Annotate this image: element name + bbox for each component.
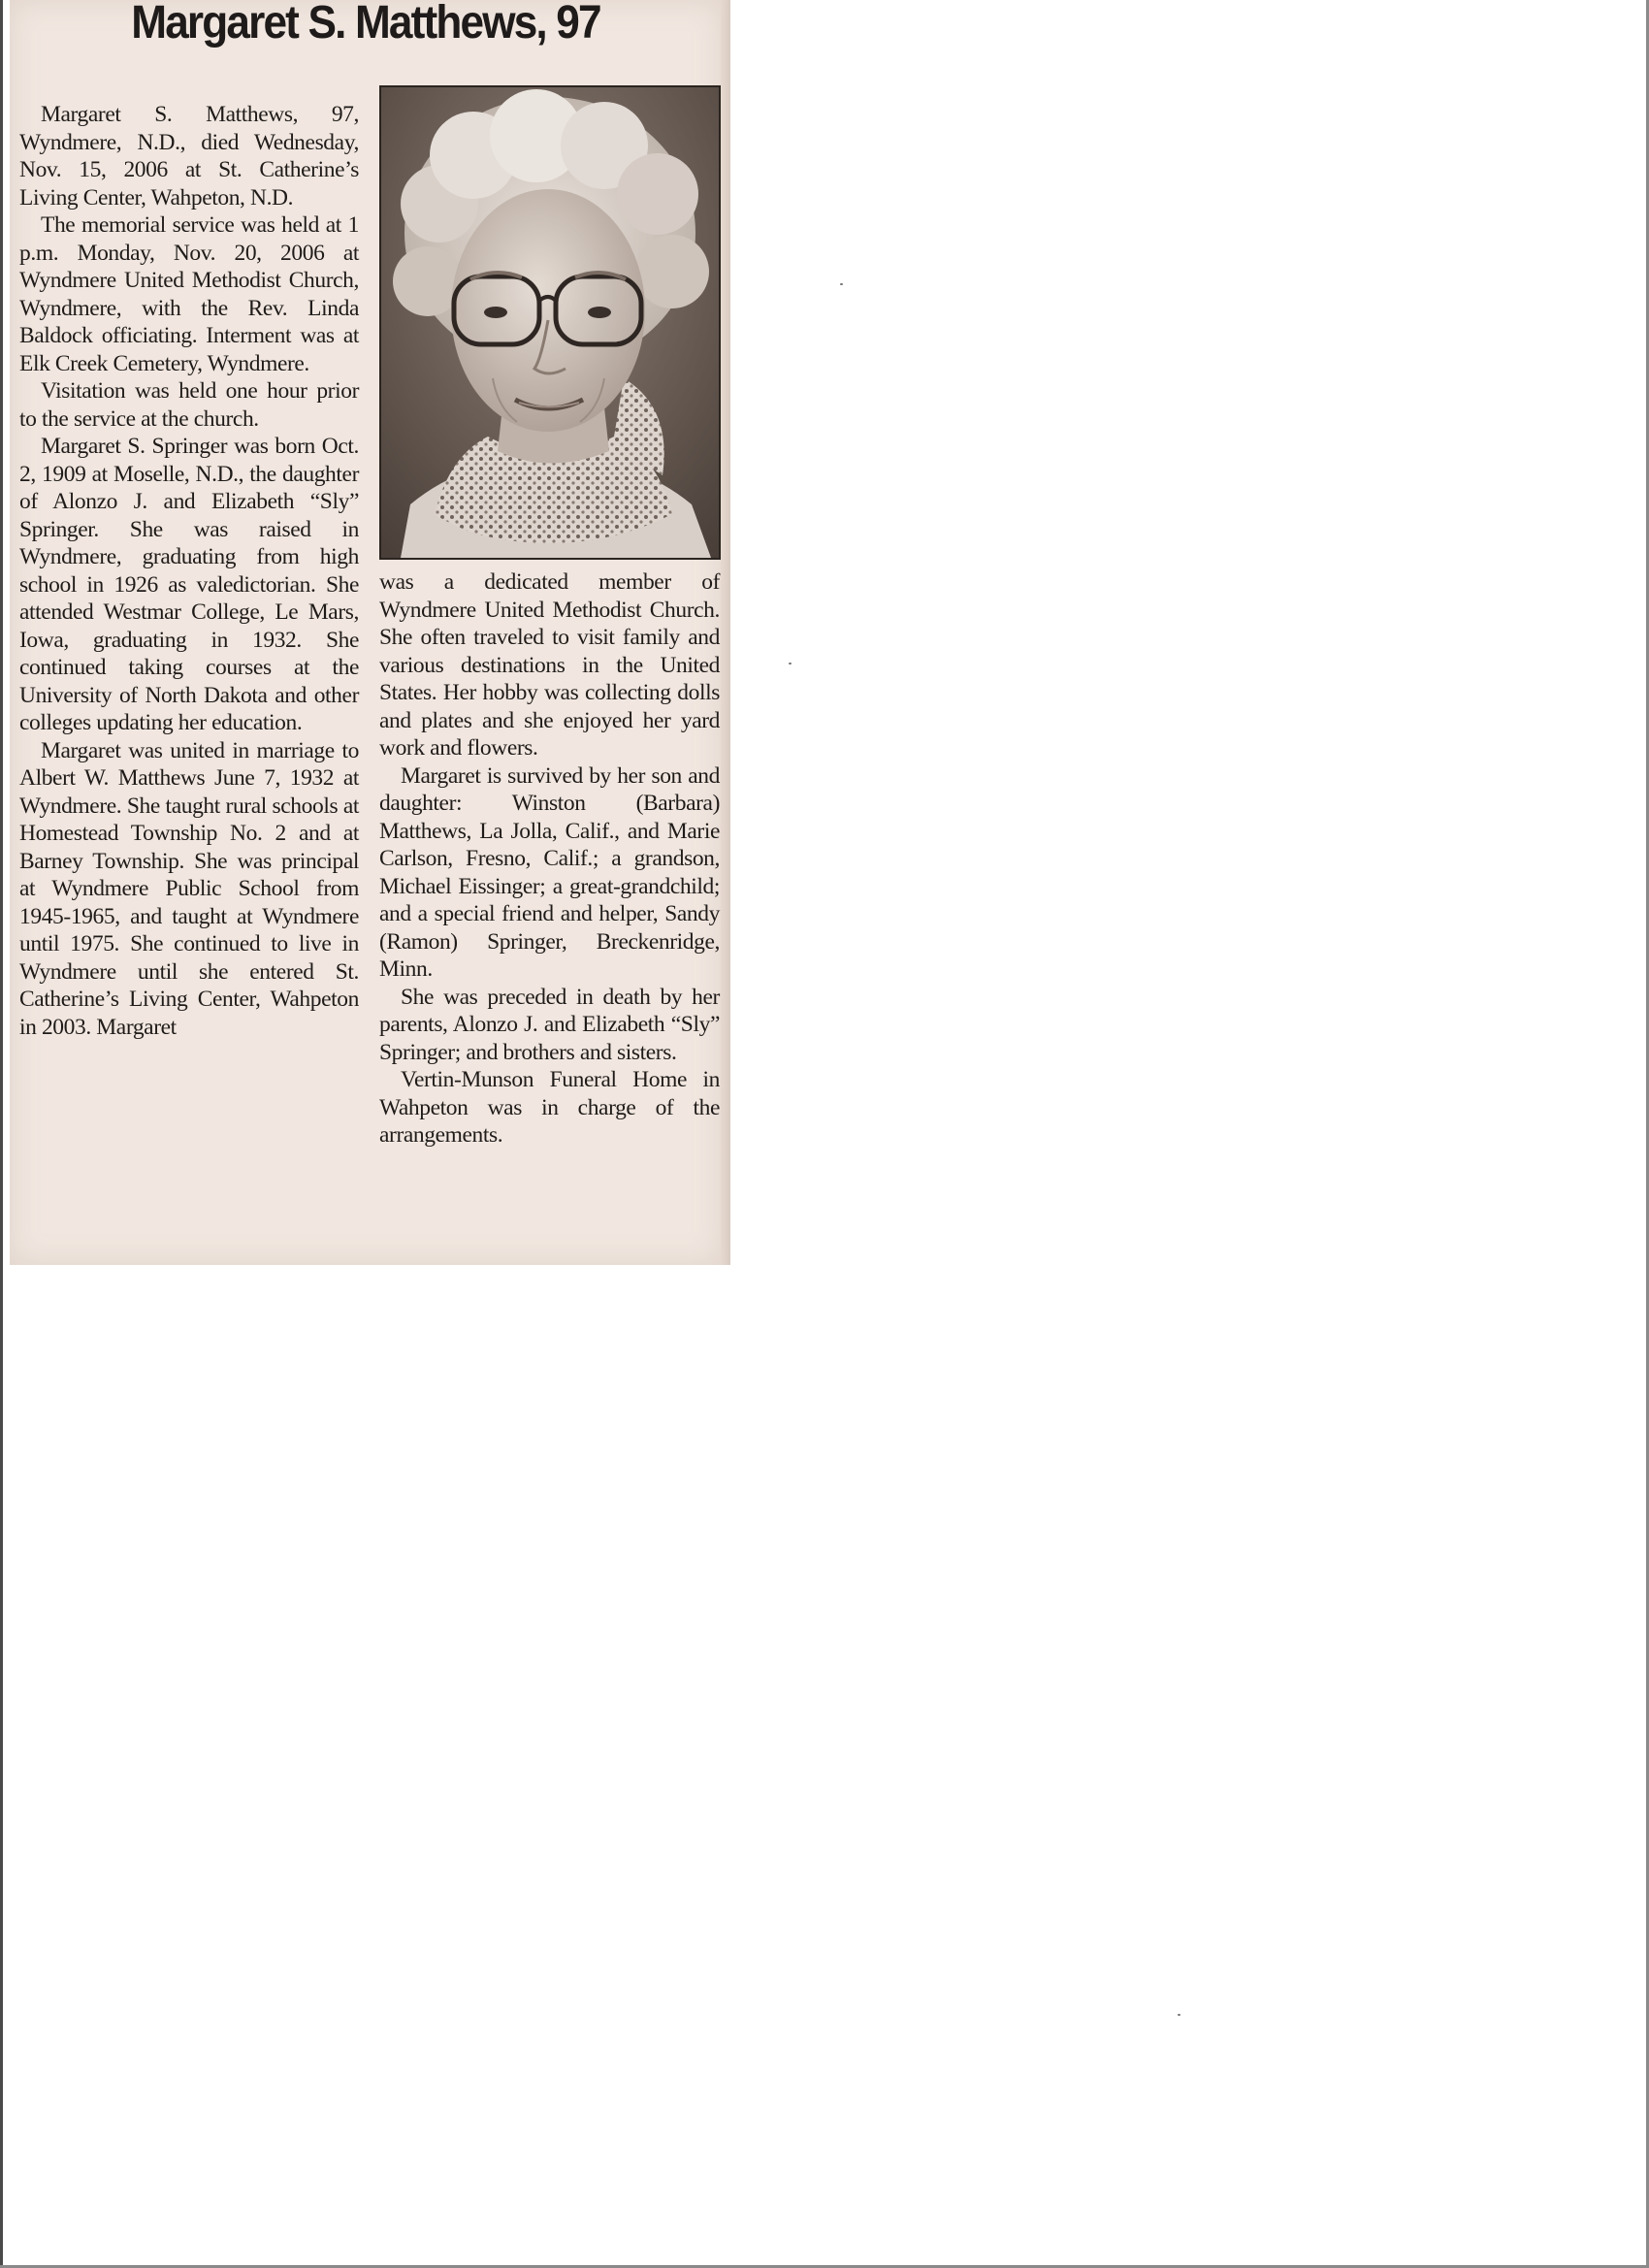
portrait-photo — [379, 85, 721, 560]
newspaper-clipping — [10, 0, 722, 1265]
scan-edge-left — [0, 0, 3, 2268]
paragraph-church-hobbies: was a dedicated member of Wyndmere United Methodist Church. She often traveled to visit family and various destinations in the United States. Her hobby was collecting dolls and plates and she enjoyed her yard work and flowers. — [379, 569, 720, 761]
paragraph-survivors: Margaret is survived by her son and daughter: Winston (Barbara) Matthews, La Jolla, Calif., and Marie Carlson, Fresno, Calif.; a grandson, Michael Eissinger; a great-grandchild; and a special friend and helper, Sandy (Ramon) Springer, Breckenridge, Minn. — [379, 762, 720, 982]
paragraph-marriage-career: Margaret was united in marriage to Albert W. Matthews June 7, 1932 at Wyndmere. She taught rural schools at Homestead Township No. 2 and at Barney Township. She was principal at Wyndmere Public School from 1945-1965, and taught at Wyndmere until 1975. She continued to live in Wyndmere until she entered St. Catherine’s Living Center, Wahpeton in 2003. Margaret — [19, 737, 359, 1040]
scan-speck — [1178, 2014, 1180, 2016]
obituary-headline: Margaret S. Matthews, 97 — [131, 0, 600, 49]
paragraph-funeral-home: Vertin-Munson Funeral Home in Wahpeton was in charge of the arrangements. — [379, 1067, 720, 1148]
portrait-illustration — [381, 87, 719, 558]
obituary-column-left — [19, 101, 359, 1041]
paragraph-visitation: Visitation was held one hour prior to the service at the church. — [19, 378, 359, 432]
paragraph-preceded-in-death: She was preceded in death by her parents, Alonzo J. and Elizabeth “Sly” Springer; and brothers and sisters. — [379, 984, 720, 1065]
clipping-edge-shadow — [721, 0, 730, 1265]
paragraph-memorial-service: The memorial service was held at 1 p.m. Monday, Nov. 20, 2006 at Wyndmere United Methodist Church, Wyndmere, with the Rev. Linda Baldock officiating. Interment was at Elk Creek Cemetery, Wyndmere. — [19, 212, 359, 376]
paragraph-early-life: Margaret S. Springer was born Oct. 2, 1909 at Moselle, N.D., the daughter of Alonzo J. and Elizabeth “Sly” Springer. She was raised in Wyndmere, graduating from high school in 1926 as valedictorian. She attended Westmar College, Le Mars, Iowa, graduating in 1932. She continued taking courses at the University of North Dakota and other colleges updating her education. — [19, 434, 359, 735]
scan-speck — [789, 663, 792, 664]
scan-speck — [840, 283, 843, 285]
obituary-column-right — [379, 568, 720, 1150]
paragraph-death-notice: Margaret S. Matthews, 97, Wyndmere, N.D., died Wednesday, Nov. 15, 2006 at St. Catherine’s Living Center, Wahpeton, N.D. — [19, 102, 359, 211]
